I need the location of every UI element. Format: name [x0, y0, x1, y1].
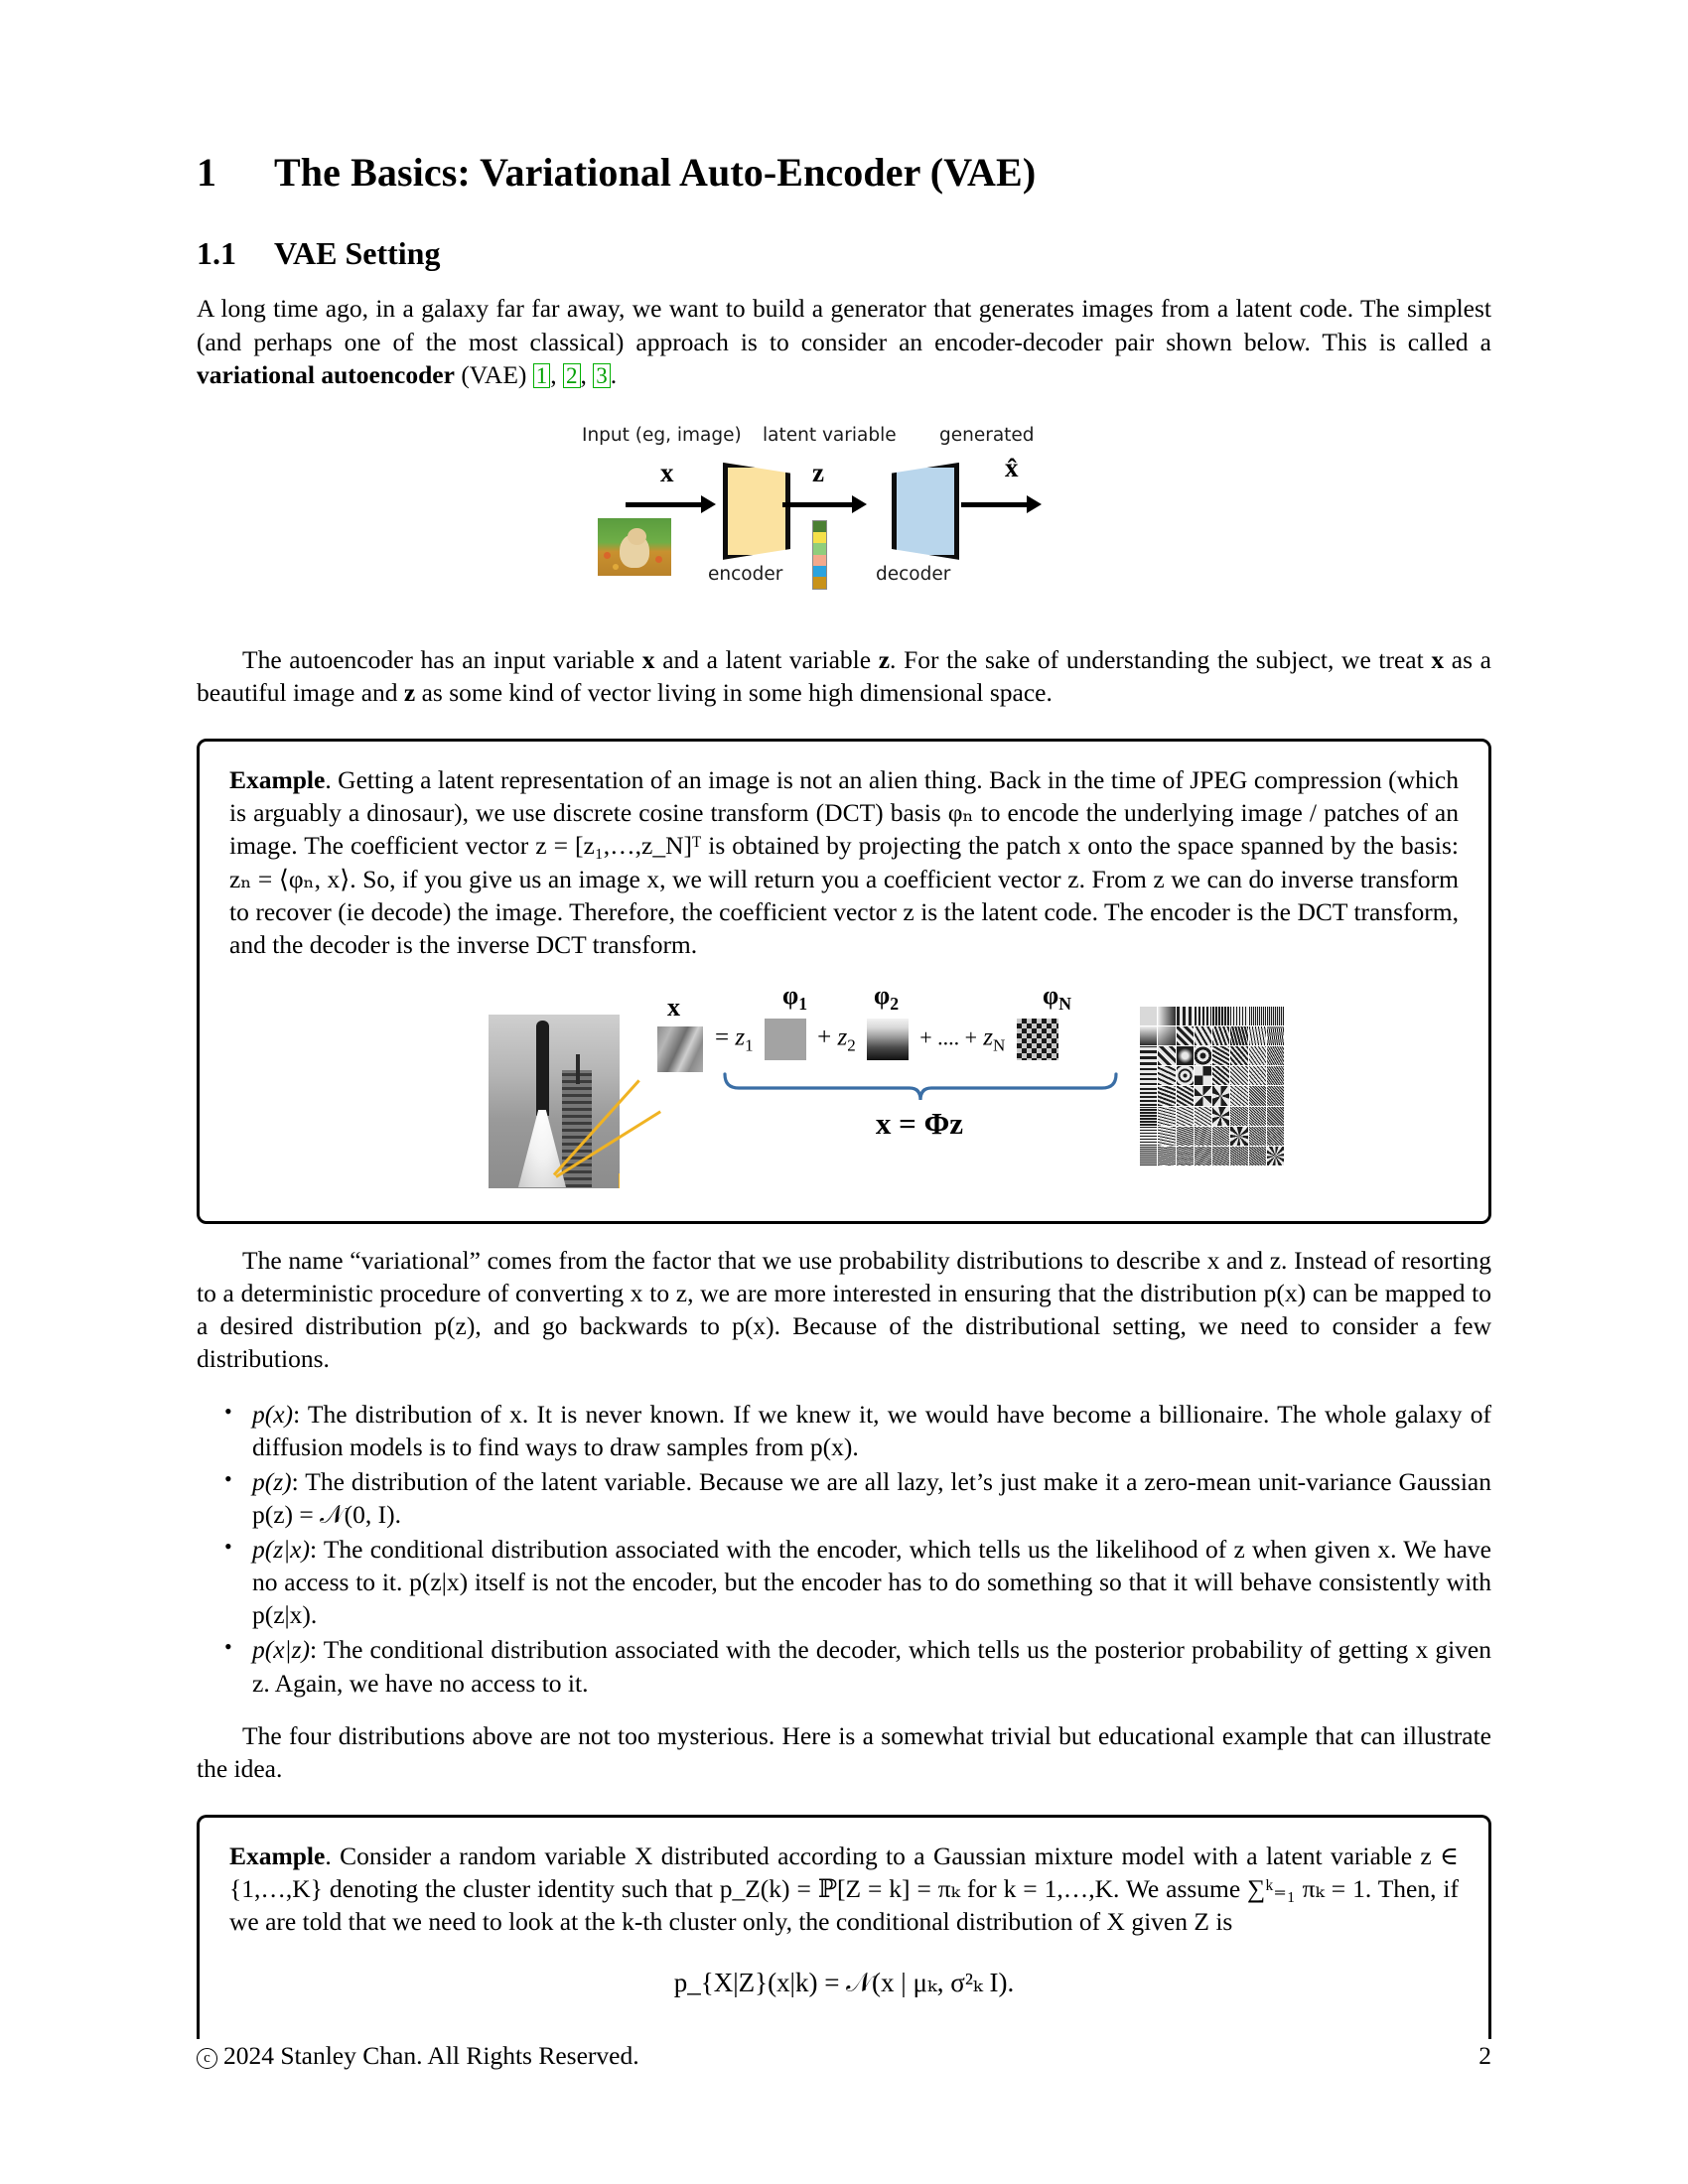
af-l2: and a latent variable: [654, 644, 879, 674]
list-item: [252, 1533, 1491, 1631]
symbol-x-hat: x̂: [1005, 452, 1019, 482]
figure-label-encoder: encoder: [708, 563, 783, 585]
bullet-2-text: : The conditional distribution associated with the encoder, which tells us the likelihood of z when given x. We have no access to it. p(z|x) itself is not the encoder, but the encoder has to do something so that it will behave consistently with p(z|x).: [252, 1535, 1491, 1630]
citation-link-3[interactable]: 3: [593, 363, 611, 388]
encoder-shape: [723, 463, 790, 560]
symbol-z: z: [812, 457, 824, 487]
bullet-3-text: : The conditional distribution associated with the decoder, which tells us the posterior probability of getting x given z. Again, we have no access to it.: [252, 1635, 1491, 1698]
vae-encoder-decoder-figure: [197, 425, 1491, 623]
latent-vector-bar: [812, 520, 827, 590]
input-image-dog: [598, 518, 671, 576]
example1-text: . Getting a latent representation of an image is not an alien thing. Back in the time of JPEG compression (which is arguably a dinosaur), we use discrete cosine transform (DCT) basis φₙ to encode the underlying image / patches of an image. The coefficient vector z = [z₁,…,z_N]ᵀ is obtained by projecting the patch x onto the space spanned by the basis: zₙ = ⟨φₙ, x⟩. So, if you give us an image x, we will return you a coefficient vector z. From z we can do inverse transform to recover (ie decode) the image. Therefore, the coefficient vector z is the latent code. The encoder is the DCT transform, and the decoder is the inverse DCT transform.: [229, 765, 1459, 959]
subsection-title-text: VAE Setting: [274, 235, 441, 271]
page-footer: [197, 2041, 1491, 2071]
dct-zN-sub: N: [993, 1035, 1006, 1055]
list-item: [252, 1398, 1491, 1463]
dct-dots: + .... +: [919, 1024, 978, 1050]
decoder-shape: [892, 463, 959, 560]
patch-selection-box: [619, 1173, 620, 1188]
intro-part2: (VAE): [454, 359, 533, 389]
bullet-0-head: p(x): [252, 1399, 294, 1429]
af-l5: as some kind of vector living in some high dimensional space.: [415, 677, 1053, 707]
af-z2: z: [403, 677, 416, 707]
arrow-encoder-to-decoder: [782, 502, 854, 507]
copyright-notice: [197, 2041, 639, 2071]
citation-link-1[interactable]: 1: [533, 363, 551, 388]
example2-paragraph: [229, 1840, 1459, 1938]
copyright-icon: c: [197, 2048, 217, 2069]
phi2-sub: 2: [890, 994, 900, 1015]
af-l4: as a beautiful image and: [197, 644, 1491, 707]
bullet-0-text: : The distribution of x. It is never known. If we knew it, we would have become a billionaire. The whole galaxy of diffusion models is to find ways to draw samples from p(x).: [252, 1399, 1491, 1461]
dct-equation: [715, 1019, 1063, 1060]
figure-label-generated: generated: [939, 424, 1035, 446]
af-l1: The autoencoder has an input variable: [242, 644, 642, 674]
dct-plus-1: +: [817, 1024, 832, 1051]
distributions-list: [197, 1398, 1491, 1700]
dct-phi-2-label: [874, 981, 899, 1015]
example2-equation: p_{X|Z}(x|k) = 𝒩(x | μₖ, σ²ₖ I).: [673, 1968, 1015, 1998]
citation-link-2[interactable]: 2: [563, 363, 581, 388]
dct-phi-N-label: [1043, 981, 1071, 1015]
dct-label-x: x: [667, 992, 680, 1022]
af-x1: x: [641, 644, 655, 674]
intro-paragraph: [197, 292, 1491, 390]
section-heading: [197, 149, 1491, 197]
figure-label-decoder: decoder: [876, 563, 951, 585]
af-x2: x: [1431, 644, 1445, 674]
bullet-1-head: p(z): [252, 1466, 292, 1496]
dct-zN: z: [983, 1024, 993, 1051]
zoomed-patch: [657, 1026, 703, 1072]
dct-z2: z: [837, 1024, 848, 1051]
example2-text: . Consider a random variable X distributed according to a Gaussian mixture model with a latent variable z ∈ {1,…,K} denoting the cluster identity such that p_Z(k) = ℙ[Z = k] = πₖ for k = 1,…,K. We assume ∑ᵏ₌₁ πₖ = 1. Then, if we are told that we need to look at the k-th cluster only, the conditional distribution of X given Z is: [229, 1842, 1459, 1937]
variational-paragraph: The name “variational” comes from the factor that we use probability distributions to describe x and z. Instead of resorting to a deterministic procedure of converting x to z, we are more interested in ensuring that the distribution p(x) can be mapped to a desired distribution p(z), and go backwards to p(x). Because of the distributional setting, we need to consider a few distributions.: [197, 1245, 1491, 1374]
phiN-glyph: φ: [1043, 980, 1059, 1010]
citation-sep-2: ,: [580, 359, 594, 389]
page-number: 2: [1478, 2041, 1491, 2070]
symbol-x: x: [660, 457, 674, 487]
subsection-number: 1.1: [197, 235, 236, 271]
af-l3: . For the sake of understanding the subject, we treat: [890, 644, 1432, 674]
intro-part3: .: [610, 359, 618, 389]
section-title-text: The Basics: Variational Auto-Encoder (VAE): [274, 150, 1037, 195]
dct-basis-N: [1017, 1019, 1058, 1060]
dct-phi-1-label: [782, 981, 807, 1015]
page-content: [197, 149, 1491, 2039]
phi1-glyph: φ: [782, 980, 799, 1010]
list-item: [252, 1633, 1491, 1699]
citation-sep-1: ,: [550, 359, 564, 389]
figure-label-input: Input (eg, image): [582, 424, 742, 446]
phi2-glyph: φ: [874, 980, 891, 1010]
subsection-heading: [197, 234, 1491, 272]
example-box-gmm: [197, 1815, 1491, 2039]
bullet-3-head: p(x|z): [252, 1635, 310, 1665]
section-number: 1: [197, 150, 217, 195]
figure-label-latent: latent variable: [763, 424, 897, 446]
intro-part1: A long time ago, in a galaxy far far away, we want to build a generator that generates images from a latent code. The simplest (and perhaps one of the most classical) approach is to consider an encoder-decoder pair shown below. This is called a: [197, 294, 1491, 356]
example1-paragraph: [229, 763, 1459, 961]
phi1-sub: 1: [798, 994, 808, 1015]
example2-label: Example: [229, 1842, 326, 1871]
four-distributions-paragraph: The four distributions above are not too mysterious. Here is a somewhat trivial but educational example that can illustrate the idea.: [197, 1720, 1491, 1783]
example-box-dct: [197, 739, 1491, 1224]
dct-basis-1: [765, 1019, 806, 1060]
arrow-x-to-encoder: [626, 502, 703, 507]
intro-bold-term: variational autoencoder: [197, 359, 455, 389]
example1-label: Example: [229, 765, 326, 795]
list-item: [252, 1465, 1491, 1531]
af-z1: z: [878, 644, 891, 674]
dct-z1: z: [735, 1024, 746, 1051]
dct-z2-sub: 2: [847, 1035, 856, 1055]
dct-basis-2: [867, 1019, 909, 1060]
dct-basis-grid: [1140, 1007, 1284, 1165]
autoencoder-paragraph: [197, 643, 1491, 709]
dct-z1-sub: 1: [745, 1035, 754, 1055]
copyright-text: 2024 Stanley Chan. All Rights Reserved.: [223, 2041, 639, 2070]
arrow-decoder-to-output: [961, 502, 1029, 507]
dct-brace-label: x = Φz: [875, 1105, 964, 1141]
dct-decomposition-figure: [229, 977, 1459, 1195]
underbrace: [721, 1072, 1120, 1110]
bullet-1-text: : The distribution of the latent variable. Because we are all lazy, let’s just make it a zero-mean unit-variance Gaussian p(z) = 𝒩(0, I).: [252, 1466, 1491, 1529]
rocket-image: [489, 1015, 620, 1188]
bullet-2-head: p(z|x): [252, 1535, 310, 1565]
phiN-sub: N: [1058, 994, 1071, 1015]
dct-equals: =: [715, 1024, 730, 1051]
